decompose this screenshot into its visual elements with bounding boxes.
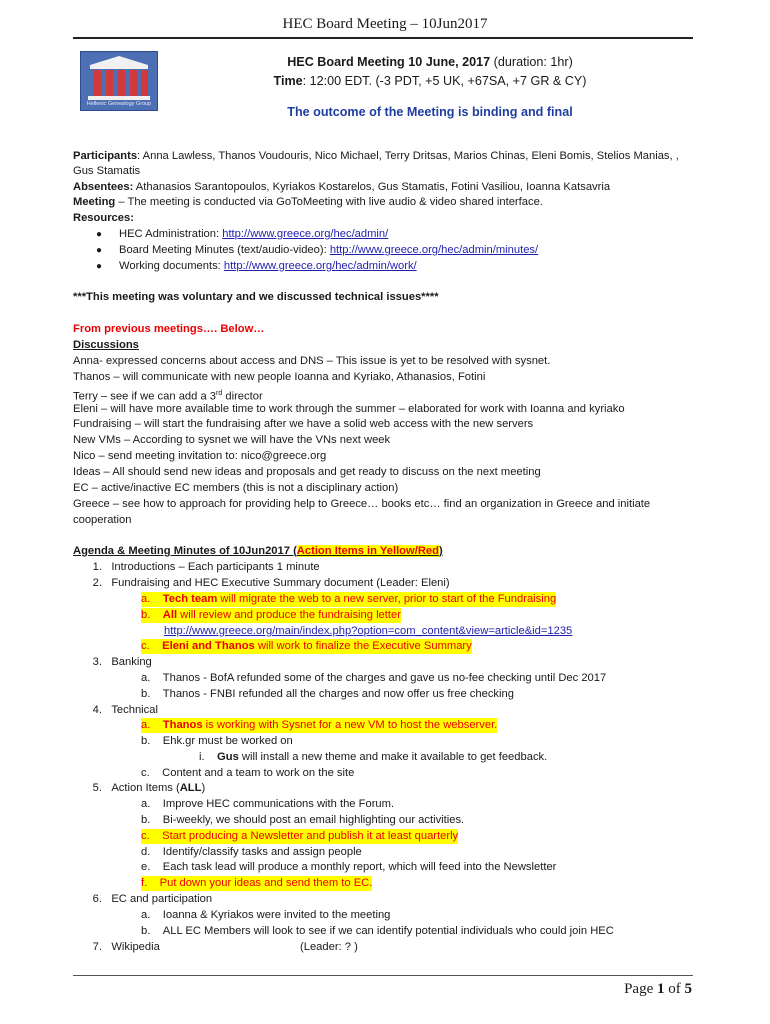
sub-item: d. Identify/classify tasks and assign people [141,846,362,858]
discussion-line: cooperation [73,514,132,526]
sub-item: a. Thanos - BofA refunded some of the charges and gave us no-fee checking until Dec 2017 [141,672,607,684]
discussion-line: Fundraising – will start the fundraising after we have a solid web access with the new servers [73,418,534,430]
bullet-icon: ● [96,261,103,272]
agenda-item: 3. Banking [92,656,152,668]
discussion-line: Eleni – will have more available time to work through the summer – elaborated for work with Ioanna and kyriako [73,403,625,415]
absentees-line: Absentees: Athanasios Sarantopoulos, Kyriakos Kostarelos, Gus Stamatis, Fotini Vasiliou, Ioanna Katsavria [73,181,611,193]
participants-line-2: Gus Stamatis [73,165,141,177]
resource-item: Board Meeting Minutes (text/audio-video): http://www.greece.org/hec/admin/minutes/ [119,244,539,256]
running-header: HEC Board Meeting – 10Jun2017 [282,16,488,32]
sub-item: c. Content and a team to work on the site [141,767,355,779]
voluntary-note: ***This meeting was voluntary and we discussed technical issues**** [73,291,439,303]
resource-link[interactable]: http://www.greece.org/hec/admin/work/ [223,260,417,272]
agenda-item: 4. Technical [92,704,158,716]
discussion-line: Ideas – All should send new ideas and proposals and get ready to discuss on the next meeting [73,466,541,478]
sub-item: b. Thanos - FNBI refunded all the charges and now offer us free checking [141,688,514,700]
agenda-heading: Agenda & Meeting Minutes of 10Jun2017 (Action Items in Yellow/Red) [73,545,443,557]
agenda-item: 5. Action Items (ALL) [92,782,206,794]
action-item: c. Eleni and Thanos will work to finalize the Executive Summary [141,640,472,652]
resource-item: Working documents: http://www.greece.org/hec/admin/work/ [119,260,417,272]
sub-item: b. Bi-weekly, we should post an email highlighting our activities. [141,814,465,826]
sub-item: b. Ehk.gr must be worked on [141,735,293,747]
resource-link[interactable]: http://www.greece.org/hec/admin/minutes/ [329,244,539,256]
page-number: Page 1 of 5 [624,981,692,997]
meeting-line: Meeting – The meeting is conducted via GoToMeeting with live audio & video shared interface. [73,196,543,208]
bullet-icon: ● [96,229,103,240]
sub-item: a. Improve HEC communications with the Forum. [141,798,395,810]
resource-item: HEC Administration: http://www.greece.org/hec/admin/ [119,228,389,240]
discussion-line: Greece – see how to approach for providing help to Greece… books etc… find an organization in Greece and initiate [73,498,651,510]
resources-label: Resources: [73,212,134,224]
meeting-title: HEC Board Meeting 10 June, 2017 (duration: 1hr) [287,55,573,69]
wikipedia-leader: (Leader: ? ) [300,941,358,953]
discussion-line: New VMs – According to sysnet we will have the VNs next week [73,434,391,446]
discussions-label: Discussions [73,339,139,351]
sub-sub-item: i. Gus will install a new theme and make it available to get feedback. [199,751,548,763]
sub-item: b. ALL EC Members will look to see if we can identify potential individuals who could join HEC [141,925,614,937]
discussion-line: Terry – see if we can add a 3rd director [73,390,263,403]
participants-line: Participants: Anna Lawless, Thanos Voudouris, Nico Michael, Terry Dritsas, Marios Chinas, Eleni Bomis, Stelios Manias, , [73,150,679,162]
meeting-time: Time: 12:00 EDT. (-3 PDT, +5 UK, +67SA, +7 GR & CY) [273,74,587,88]
binding-statement: The outcome of the Meeting is binding and final [287,105,573,119]
action-item: b. All will review and produce the fundraising letter [141,609,401,621]
discussion-line: EC – active/inactive EC members (this is not a disciplinary action) [73,482,399,494]
footer-rule [73,975,693,976]
agenda-item: 2. Fundraising and HEC Executive Summary document (Leader: Eleni) [92,577,450,589]
action-item: a. Tech team will migrate the web to a new server, prior to start of the Fundraising [141,593,557,605]
discussion-line: Thanos – will communicate with new people Ioanna and Kyriako, Athanasios, Fotini [73,371,486,383]
agenda-item: 6. EC and participation [92,893,213,905]
sub-item: e. Each task lead will produce a monthly report, which will feed into the Newsletter [141,861,557,873]
discussion-line: Anna- expressed concerns about access and DNS – This issue is yet to be resolved with sysnet. [73,355,551,367]
action-item: f. Put down your ideas and send them to EC. [141,877,373,889]
agenda-item: 1. Introductions – Each participants 1 minute [92,561,320,573]
hec-logo: Hellenic Genealogy Group [80,51,158,111]
header-rule [73,37,693,39]
discussion-line: Nico – send meeting invitation to: nico@greece.org [73,450,327,462]
action-item: a. Thanos is working with Sysnet for a new VM to host the webserver. [141,719,498,731]
bullet-icon: ● [96,245,103,256]
previous-heading: From previous meetings…. Below… [73,323,265,335]
article-link[interactable]: http://www.greece.org/main/index.php?option=com_content&view=article&id=1235 [164,625,573,637]
sub-item: a. Ioanna & Kyriakos were invited to the meeting [141,909,391,921]
action-item: c. Start producing a Newsletter and publish it at least quarterly [141,830,459,842]
agenda-item: 7. Wikipedia [92,941,160,953]
resource-link[interactable]: http://www.greece.org/hec/admin/ [222,228,389,240]
